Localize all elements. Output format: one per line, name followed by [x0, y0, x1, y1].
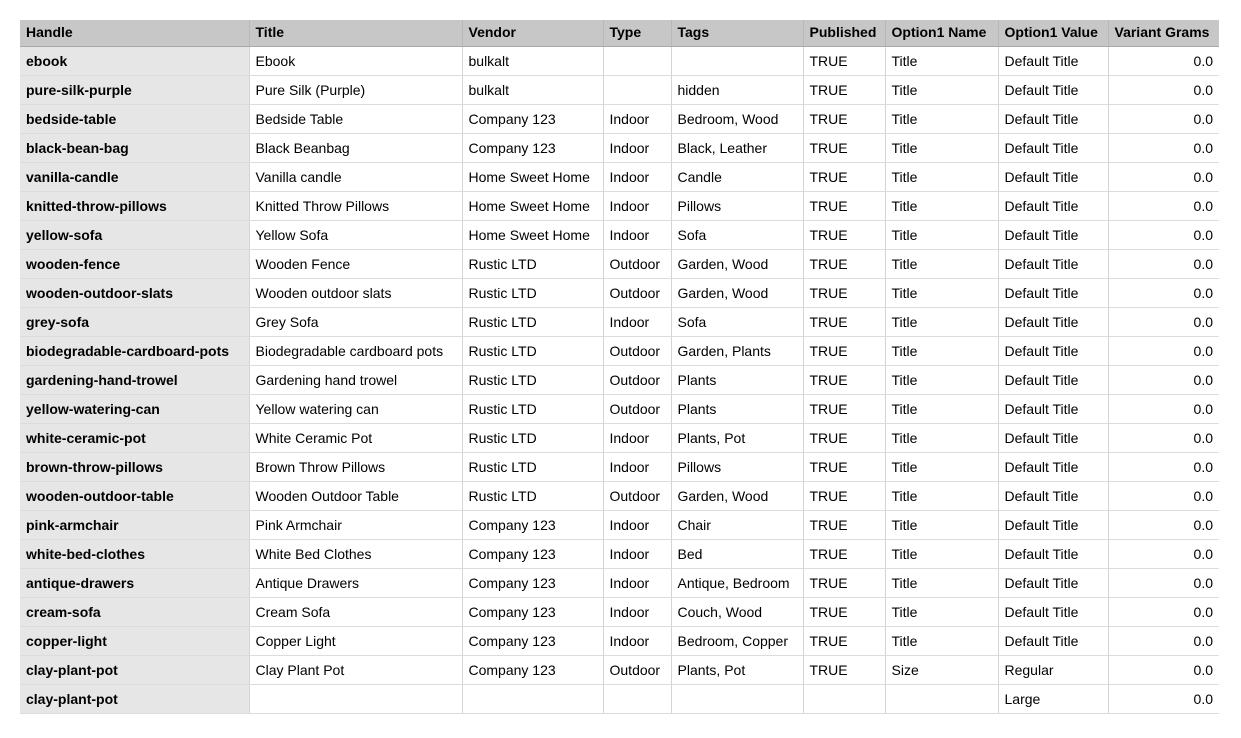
cell-vendor[interactable]: bulkalt	[462, 46, 603, 75]
header-option1-value[interactable]: Option1 Value	[998, 20, 1108, 46]
cell-type[interactable]	[603, 75, 671, 104]
cell-type[interactable]: Indoor	[603, 568, 671, 597]
spreadsheet	[20, 20, 1219, 714]
cell-handle[interactable]: pure-silk-purple	[20, 75, 249, 104]
cell-option1-name[interactable]: Title	[885, 568, 998, 597]
cell-option1-value[interactable]: Regular	[998, 655, 1108, 684]
cell-option1-value[interactable]: Default Title	[998, 249, 1108, 278]
cell-variant-grams[interactable]: 0.0	[1108, 220, 1219, 249]
cell-title[interactable]: Biodegradable cardboard pots	[249, 336, 462, 365]
cell-type[interactable]: Indoor	[603, 452, 671, 481]
cell-option1-value[interactable]: Default Title	[998, 191, 1108, 220]
cell-option1-value[interactable]: Default Title	[998, 46, 1108, 75]
cell-vendor[interactable]: Rustic LTD	[462, 423, 603, 452]
cell-option1-name[interactable]: Title	[885, 481, 998, 510]
cell-published[interactable]: TRUE	[803, 452, 885, 481]
cell-tags[interactable]: Garden, Wood	[671, 481, 803, 510]
cell-option1-name[interactable]: Title	[885, 423, 998, 452]
cell-tags[interactable]: Antique, Bedroom	[671, 568, 803, 597]
cell-option1-name[interactable]: Title	[885, 365, 998, 394]
cell-option1-name[interactable]: Title	[885, 75, 998, 104]
cell-vendor[interactable]: Company 123	[462, 133, 603, 162]
cell-option1-name[interactable]: Title	[885, 539, 998, 568]
cell-type[interactable]	[603, 684, 671, 713]
cell-published[interactable]: TRUE	[803, 423, 885, 452]
table-row	[20, 104, 1219, 133]
header-row	[20, 20, 1219, 46]
cell-title[interactable]: Gardening hand trowel	[249, 365, 462, 394]
cell-tags[interactable]: Garden, Plants	[671, 336, 803, 365]
table-row	[20, 568, 1219, 597]
header-option1-name[interactable]: Option1 Name	[885, 20, 998, 46]
table-row	[20, 191, 1219, 220]
cell-handle[interactable]: clay-plant-pot	[20, 655, 249, 684]
cell-type[interactable]: Outdoor	[603, 278, 671, 307]
cell-tags[interactable]: Pillows	[671, 452, 803, 481]
cell-title[interactable]: Grey Sofa	[249, 307, 462, 336]
cell-title[interactable]: Cream Sofa	[249, 597, 462, 626]
cell-vendor[interactable]: Company 123	[462, 597, 603, 626]
cell-type[interactable]: Outdoor	[603, 655, 671, 684]
cell-type[interactable]: Indoor	[603, 307, 671, 336]
cell-tags[interactable]: Garden, Wood	[671, 278, 803, 307]
cell-published[interactable]: TRUE	[803, 46, 885, 75]
cell-type[interactable]: Indoor	[603, 597, 671, 626]
cell-option1-value[interactable]: Default Title	[998, 104, 1108, 133]
table-row	[20, 249, 1219, 278]
cell-tags[interactable]: Plants, Pot	[671, 423, 803, 452]
cell-title[interactable]: White Ceramic Pot	[249, 423, 462, 452]
cell-option1-value[interactable]: Default Title	[998, 220, 1108, 249]
table-row	[20, 481, 1219, 510]
cell-title[interactable]: Pure Silk (Purple)	[249, 75, 462, 104]
cell-variant-grams[interactable]: 0.0	[1108, 365, 1219, 394]
cell-published[interactable]: TRUE	[803, 626, 885, 655]
cell-tags[interactable]: Bedroom, Copper	[671, 626, 803, 655]
cell-variant-grams[interactable]: 0.0	[1108, 249, 1219, 278]
cell-handle[interactable]: gardening-hand-trowel	[20, 365, 249, 394]
cell-type[interactable]: Indoor	[603, 104, 671, 133]
cell-handle[interactable]: bedside-table	[20, 104, 249, 133]
cell-published[interactable]: TRUE	[803, 104, 885, 133]
cell-vendor[interactable]	[462, 684, 603, 713]
cell-vendor[interactable]: Rustic LTD	[462, 278, 603, 307]
cell-vendor[interactable]: Home Sweet Home	[462, 191, 603, 220]
cell-type[interactable]: Outdoor	[603, 365, 671, 394]
cell-option1-name[interactable]: Title	[885, 394, 998, 423]
cell-option1-name[interactable]: Title	[885, 46, 998, 75]
cell-handle[interactable]: clay-plant-pot	[20, 684, 249, 713]
cell-option1-value[interactable]: Default Title	[998, 539, 1108, 568]
cell-variant-grams[interactable]: 0.0	[1108, 423, 1219, 452]
cell-title[interactable]: Clay Plant Pot	[249, 655, 462, 684]
cell-handle[interactable]: ebook	[20, 46, 249, 75]
cell-published[interactable]: TRUE	[803, 336, 885, 365]
cell-option1-name[interactable]: Title	[885, 336, 998, 365]
cell-title[interactable]: Antique Drawers	[249, 568, 462, 597]
cell-published[interactable]: TRUE	[803, 481, 885, 510]
cell-tags[interactable]: Bedroom, Wood	[671, 104, 803, 133]
cell-handle[interactable]: wooden-outdoor-table	[20, 481, 249, 510]
table-body	[20, 46, 1219, 713]
table-row	[20, 423, 1219, 452]
cell-handle[interactable]: pink-armchair	[20, 510, 249, 539]
cell-title[interactable]: Bedside Table	[249, 104, 462, 133]
cell-variant-grams[interactable]: 0.0	[1108, 568, 1219, 597]
cell-vendor[interactable]: Rustic LTD	[462, 481, 603, 510]
header-title[interactable]: Title	[249, 20, 462, 46]
table-row	[20, 365, 1219, 394]
cell-option1-value[interactable]: Default Title	[998, 162, 1108, 191]
cell-published[interactable]: TRUE	[803, 75, 885, 104]
cell-vendor[interactable]: Company 123	[462, 655, 603, 684]
cell-option1-value[interactable]: Default Title	[998, 597, 1108, 626]
cell-vendor[interactable]: Rustic LTD	[462, 249, 603, 278]
header-handle[interactable]: Handle	[20, 20, 249, 46]
cell-variant-grams[interactable]: 0.0	[1108, 336, 1219, 365]
cell-published[interactable]: TRUE	[803, 278, 885, 307]
cell-option1-name[interactable]: Title	[885, 510, 998, 539]
cell-option1-value[interactable]: Default Title	[998, 423, 1108, 452]
cell-option1-value[interactable]: Default Title	[998, 365, 1108, 394]
cell-option1-value[interactable]: Default Title	[998, 307, 1108, 336]
cell-title[interactable]: Ebook	[249, 46, 462, 75]
cell-variant-grams[interactable]: 0.0	[1108, 46, 1219, 75]
cell-title[interactable]	[249, 684, 462, 713]
cell-published[interactable]: TRUE	[803, 191, 885, 220]
cell-handle[interactable]: yellow-watering-can	[20, 394, 249, 423]
table-row	[20, 597, 1219, 626]
cell-published[interactable]: TRUE	[803, 307, 885, 336]
cell-vendor[interactable]: Rustic LTD	[462, 452, 603, 481]
cell-published[interactable]: TRUE	[803, 510, 885, 539]
table-row	[20, 307, 1219, 336]
header-vendor[interactable]: Vendor	[462, 20, 603, 46]
cell-published[interactable]: TRUE	[803, 365, 885, 394]
cell-option1-value[interactable]: Default Title	[998, 626, 1108, 655]
cell-type[interactable]: Outdoor	[603, 336, 671, 365]
cell-variant-grams[interactable]: 0.0	[1108, 481, 1219, 510]
cell-variant-grams[interactable]: 0.0	[1108, 133, 1219, 162]
cell-option1-name[interactable]: Title	[885, 162, 998, 191]
header-tags[interactable]: Tags	[671, 20, 803, 46]
cell-type[interactable]: Indoor	[603, 191, 671, 220]
cell-option1-value[interactable]: Default Title	[998, 133, 1108, 162]
cell-option1-name[interactable]: Title	[885, 191, 998, 220]
cell-option1-value[interactable]: Default Title	[998, 336, 1108, 365]
cell-vendor[interactable]: Company 123	[462, 104, 603, 133]
cell-option1-value[interactable]: Default Title	[998, 481, 1108, 510]
cell-tags[interactable]: Sofa	[671, 220, 803, 249]
cell-tags[interactable]: Plants, Pot	[671, 655, 803, 684]
cell-option1-name[interactable]: Title	[885, 626, 998, 655]
table-row	[20, 162, 1219, 191]
cell-option1-name[interactable]: Title	[885, 249, 998, 278]
cell-handle[interactable]: vanilla-candle	[20, 162, 249, 191]
table-row	[20, 336, 1219, 365]
cell-title[interactable]: White Bed Clothes	[249, 539, 462, 568]
cell-variant-grams[interactable]: 0.0	[1108, 104, 1219, 133]
cell-variant-grams[interactable]: 0.0	[1108, 510, 1219, 539]
cell-handle[interactable]: black-bean-bag	[20, 133, 249, 162]
cell-title[interactable]: Knitted Throw Pillows	[249, 191, 462, 220]
cell-handle[interactable]: cream-sofa	[20, 597, 249, 626]
cell-vendor[interactable]: Home Sweet Home	[462, 162, 603, 191]
cell-published[interactable]: TRUE	[803, 249, 885, 278]
cell-type[interactable]: Indoor	[603, 423, 671, 452]
cell-published[interactable]: TRUE	[803, 655, 885, 684]
cell-handle[interactable]: yellow-sofa	[20, 220, 249, 249]
cell-option1-value[interactable]: Default Title	[998, 278, 1108, 307]
cell-option1-value[interactable]: Default Title	[998, 452, 1108, 481]
cell-variant-grams[interactable]: 0.0	[1108, 394, 1219, 423]
cell-option1-value[interactable]: Default Title	[998, 75, 1108, 104]
header-published[interactable]: Published	[803, 20, 885, 46]
cell-title[interactable]: Yellow Sofa	[249, 220, 462, 249]
cell-handle[interactable]: knitted-throw-pillows	[20, 191, 249, 220]
table-row	[20, 278, 1219, 307]
cell-type[interactable]: Indoor	[603, 539, 671, 568]
cell-title[interactable]: Pink Armchair	[249, 510, 462, 539]
table-row	[20, 133, 1219, 162]
cell-variant-grams[interactable]: 0.0	[1108, 539, 1219, 568]
cell-variant-grams[interactable]: 0.0	[1108, 191, 1219, 220]
cell-variant-grams[interactable]: 0.0	[1108, 452, 1219, 481]
cell-option1-value[interactable]: Default Title	[998, 568, 1108, 597]
header-variant-grams[interactable]: Variant Grams	[1108, 20, 1219, 46]
cell-type[interactable]: Indoor	[603, 162, 671, 191]
cell-vendor[interactable]: Company 123	[462, 539, 603, 568]
cell-title[interactable]: Vanilla candle	[249, 162, 462, 191]
cell-variant-grams[interactable]: 0.0	[1108, 684, 1219, 713]
cell-type[interactable]: Indoor	[603, 626, 671, 655]
cell-handle[interactable]: biodegradable-cardboard-pots	[20, 336, 249, 365]
cell-type[interactable]: Outdoor	[603, 481, 671, 510]
cell-vendor[interactable]: Company 123	[462, 510, 603, 539]
cell-vendor[interactable]: Company 123	[462, 626, 603, 655]
cell-tags[interactable]: Plants	[671, 365, 803, 394]
cell-vendor[interactable]: Rustic LTD	[462, 394, 603, 423]
cell-published[interactable]: TRUE	[803, 220, 885, 249]
cell-tags[interactable]: hidden	[671, 75, 803, 104]
cell-option1-name[interactable]: Title	[885, 278, 998, 307]
cell-published[interactable]: TRUE	[803, 394, 885, 423]
product-table	[20, 20, 1219, 714]
cell-type[interactable]: Outdoor	[603, 249, 671, 278]
cell-handle[interactable]: grey-sofa	[20, 307, 249, 336]
cell-tags[interactable]: Bed	[671, 539, 803, 568]
cell-option1-name[interactable]: Title	[885, 452, 998, 481]
cell-option1-name[interactable]: Title	[885, 307, 998, 336]
cell-tags[interactable]: Sofa	[671, 307, 803, 336]
table-row	[20, 75, 1219, 104]
cell-option1-name[interactable]: Title	[885, 597, 998, 626]
cell-variant-grams[interactable]: 0.0	[1108, 655, 1219, 684]
table-row	[20, 510, 1219, 539]
table-row	[20, 220, 1219, 249]
cell-type[interactable]: Indoor	[603, 133, 671, 162]
cell-option1-name[interactable]	[885, 684, 998, 713]
table-row	[20, 452, 1219, 481]
cell-published[interactable]: TRUE	[803, 597, 885, 626]
cell-vendor[interactable]: Rustic LTD	[462, 336, 603, 365]
cell-tags[interactable]: Candle	[671, 162, 803, 191]
cell-variant-grams[interactable]: 0.0	[1108, 162, 1219, 191]
cell-published[interactable]: TRUE	[803, 162, 885, 191]
cell-handle[interactable]: wooden-fence	[20, 249, 249, 278]
cell-title[interactable]: Copper Light	[249, 626, 462, 655]
table-row	[20, 539, 1219, 568]
cell-type[interactable]: Indoor	[603, 220, 671, 249]
cell-handle[interactable]: wooden-outdoor-slats	[20, 278, 249, 307]
cell-type[interactable]: Indoor	[603, 510, 671, 539]
cell-tags[interactable]: Plants	[671, 394, 803, 423]
cell-vendor[interactable]: Company 123	[462, 568, 603, 597]
cell-variant-grams[interactable]: 0.0	[1108, 626, 1219, 655]
table-row	[20, 626, 1219, 655]
cell-published[interactable]: TRUE	[803, 539, 885, 568]
cell-handle[interactable]: antique-drawers	[20, 568, 249, 597]
cell-tags[interactable]: Garden, Wood	[671, 249, 803, 278]
cell-option1-name[interactable]: Title	[885, 220, 998, 249]
cell-title[interactable]: Brown Throw Pillows	[249, 452, 462, 481]
cell-variant-grams[interactable]: 0.0	[1108, 278, 1219, 307]
cell-tags[interactable]: Pillows	[671, 191, 803, 220]
cell-tags[interactable]	[671, 684, 803, 713]
cell-variant-grams[interactable]: 0.0	[1108, 307, 1219, 336]
cell-option1-name[interactable]: Title	[885, 104, 998, 133]
table-row	[20, 46, 1219, 75]
cell-handle[interactable]: brown-throw-pillows	[20, 452, 249, 481]
header-type[interactable]: Type	[603, 20, 671, 46]
cell-tags[interactable]: Couch, Wood	[671, 597, 803, 626]
cell-tags[interactable]	[671, 46, 803, 75]
cell-variant-grams[interactable]: 0.0	[1108, 75, 1219, 104]
cell-type[interactable]: Outdoor	[603, 394, 671, 423]
cell-type[interactable]	[603, 46, 671, 75]
cell-option1-value[interactable]: Default Title	[998, 394, 1108, 423]
cell-title[interactable]: Yellow watering can	[249, 394, 462, 423]
cell-tags[interactable]: Black, Leather	[671, 133, 803, 162]
cell-title[interactable]: Wooden outdoor slats	[249, 278, 462, 307]
cell-title[interactable]: Black Beanbag	[249, 133, 462, 162]
table-row	[20, 394, 1219, 423]
cell-vendor[interactable]: bulkalt	[462, 75, 603, 104]
cell-variant-grams[interactable]: 0.0	[1108, 597, 1219, 626]
cell-published[interactable]: TRUE	[803, 568, 885, 597]
cell-handle[interactable]: white-bed-clothes	[20, 539, 249, 568]
cell-option1-name[interactable]: Title	[885, 133, 998, 162]
table-row	[20, 684, 1219, 713]
cell-tags[interactable]: Chair	[671, 510, 803, 539]
cell-vendor[interactable]: Home Sweet Home	[462, 220, 603, 249]
cell-published[interactable]: TRUE	[803, 133, 885, 162]
table-row	[20, 655, 1219, 684]
cell-title[interactable]: Wooden Fence	[249, 249, 462, 278]
cell-title[interactable]: Wooden Outdoor Table	[249, 481, 462, 510]
cell-option1-name[interactable]: Size	[885, 655, 998, 684]
cell-handle[interactable]: white-ceramic-pot	[20, 423, 249, 452]
cell-published[interactable]	[803, 684, 885, 713]
cell-option1-value[interactable]: Large	[998, 684, 1108, 713]
cell-option1-value[interactable]: Default Title	[998, 510, 1108, 539]
cell-vendor[interactable]: Rustic LTD	[462, 307, 603, 336]
cell-vendor[interactable]: Rustic LTD	[462, 365, 603, 394]
cell-handle[interactable]: copper-light	[20, 626, 249, 655]
